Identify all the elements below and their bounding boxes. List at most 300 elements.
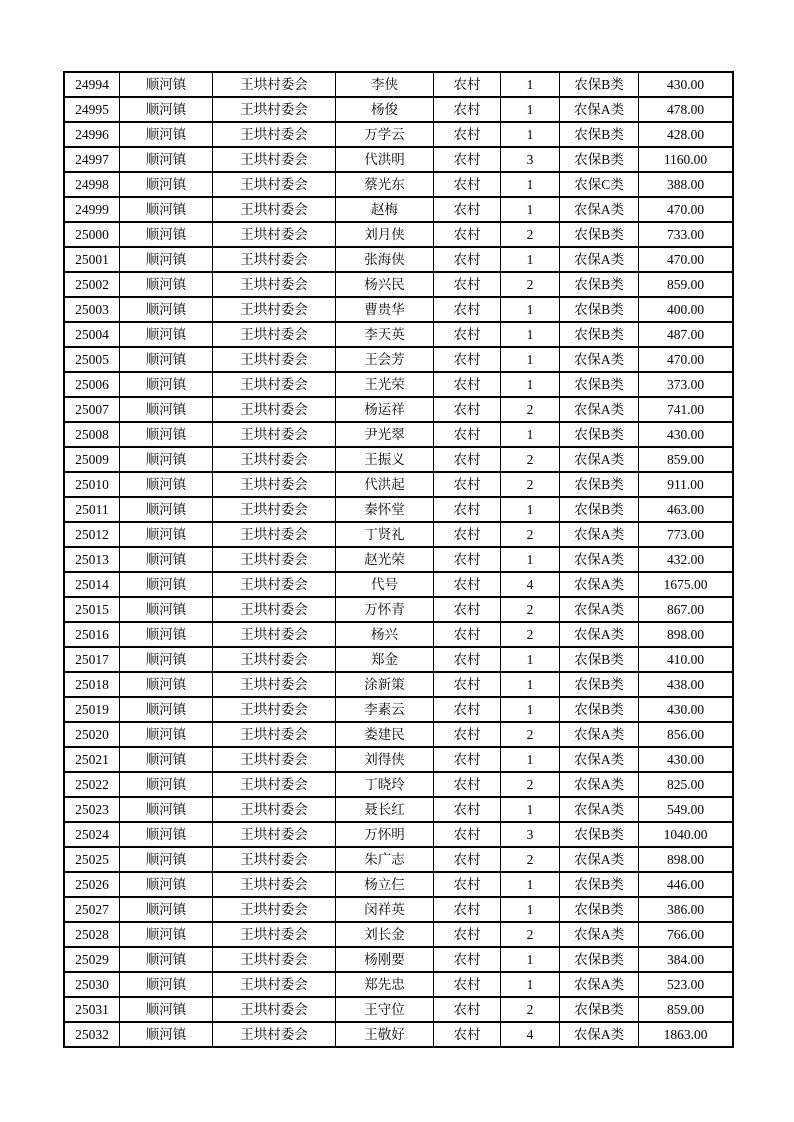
cell-amount: 388.00 [639,172,734,197]
cell-town: 顺河镇 [120,472,213,497]
cell-person-count: 1 [501,897,560,922]
table-row [64,322,733,347]
table-row [64,672,733,697]
cell-town: 顺河镇 [120,1022,213,1047]
cell-insurance-class: 农保B类 [560,672,639,697]
cell-insurance-class: 农保B类 [560,497,639,522]
cell-residence-type: 农村 [434,472,501,497]
table-row [64,597,733,622]
cell-residence-type: 农村 [434,647,501,672]
cell-person-name: 杨立仨 [336,872,434,897]
cell-village-committee: 王垬村委会 [213,822,336,847]
cell-person-name: 杨兴民 [336,272,434,297]
cell-residence-type: 农村 [434,322,501,347]
table-row [64,422,733,447]
cell-person-name: 杨刚要 [336,947,434,972]
table-row [64,822,733,847]
cell-town: 顺河镇 [120,772,213,797]
cell-person-count: 1 [501,72,560,97]
cell-person-name: 丁晓玲 [336,772,434,797]
cell-village-committee: 王垬村委会 [213,622,336,647]
cell-insurance-class: 农保A类 [560,197,639,222]
cell-serial-number: 25013 [64,547,120,572]
cell-amount: 430.00 [639,747,734,772]
cell-person-count: 2 [501,397,560,422]
cell-amount: 856.00 [639,722,734,747]
cell-serial-number: 25009 [64,447,120,472]
cell-person-name: 郑先忠 [336,972,434,997]
cell-person-name: 蔡光东 [336,172,434,197]
cell-amount: 463.00 [639,497,734,522]
cell-residence-type: 农村 [434,947,501,972]
cell-insurance-class: 农保C类 [560,172,639,197]
cell-person-count: 2 [501,722,560,747]
cell-serial-number: 25029 [64,947,120,972]
cell-town: 顺河镇 [120,122,213,147]
cell-amount: 384.00 [639,947,734,972]
cell-insurance-class: 农保B类 [560,472,639,497]
cell-town: 顺河镇 [120,147,213,172]
cell-town: 顺河镇 [120,997,213,1022]
cell-village-committee: 王垬村委会 [213,572,336,597]
cell-town: 顺河镇 [120,447,213,472]
cell-town: 顺河镇 [120,972,213,997]
cell-person-count: 2 [501,522,560,547]
cell-village-committee: 王垬村委会 [213,972,336,997]
cell-amount: 733.00 [639,222,734,247]
cell-town: 顺河镇 [120,97,213,122]
cell-amount: 470.00 [639,197,734,222]
cell-person-name: 代洪明 [336,147,434,172]
cell-person-count: 3 [501,147,560,172]
cell-amount: 549.00 [639,797,734,822]
table-row [64,197,733,222]
cell-insurance-class: 农保B类 [560,647,639,672]
cell-person-name: 王振义 [336,447,434,472]
cell-village-committee: 王垬村委会 [213,597,336,622]
cell-amount: 470.00 [639,247,734,272]
cell-person-count: 2 [501,472,560,497]
table-row [64,272,733,297]
benefits-table [63,71,734,1048]
table-row [64,972,733,997]
cell-person-name: 赵梅 [336,197,434,222]
cell-town: 顺河镇 [120,647,213,672]
cell-person-name: 代洪起 [336,472,434,497]
cell-person-name: 曹贵华 [336,297,434,322]
cell-person-name: 王敬好 [336,1022,434,1047]
cell-person-count: 2 [501,622,560,647]
cell-residence-type: 农村 [434,347,501,372]
cell-amount: 487.00 [639,322,734,347]
cell-person-name: 代号 [336,572,434,597]
table-row [64,472,733,497]
cell-town: 顺河镇 [120,372,213,397]
cell-insurance-class: 农保B类 [560,122,639,147]
cell-serial-number: 25030 [64,972,120,997]
cell-person-count: 2 [501,597,560,622]
cell-residence-type: 农村 [434,797,501,822]
cell-village-committee: 王垬村委会 [213,372,336,397]
cell-serial-number: 25025 [64,847,120,872]
cell-serial-number: 25004 [64,322,120,347]
cell-person-name: 涂新策 [336,672,434,697]
cell-insurance-class: 农保B类 [560,822,639,847]
cell-serial-number: 25022 [64,772,120,797]
cell-serial-number: 25003 [64,297,120,322]
cell-person-name: 王会芳 [336,347,434,372]
cell-residence-type: 农村 [434,147,501,172]
cell-serial-number: 25018 [64,672,120,697]
cell-village-committee: 王垬村委会 [213,647,336,672]
cell-village-committee: 王垬村委会 [213,222,336,247]
cell-residence-type: 农村 [434,972,501,997]
cell-town: 顺河镇 [120,697,213,722]
cell-person-name: 万怀青 [336,597,434,622]
cell-serial-number: 25014 [64,572,120,597]
cell-amount: 410.00 [639,647,734,672]
cell-person-name: 刘月侠 [336,222,434,247]
cell-insurance-class: 农保B类 [560,147,639,172]
cell-insurance-class: 农保A类 [560,97,639,122]
cell-person-count: 2 [501,772,560,797]
table-row [64,222,733,247]
cell-village-committee: 王垬村委会 [213,772,336,797]
cell-insurance-class: 农保A类 [560,347,639,372]
cell-person-count: 1 [501,372,560,397]
cell-amount: 859.00 [639,272,734,297]
cell-town: 顺河镇 [120,322,213,347]
cell-village-committee: 王垬村委会 [213,247,336,272]
cell-person-count: 1 [501,547,560,572]
cell-village-committee: 王垬村委会 [213,322,336,347]
cell-village-committee: 王垬村委会 [213,272,336,297]
cell-residence-type: 农村 [434,297,501,322]
cell-serial-number: 25027 [64,897,120,922]
cell-person-count: 2 [501,847,560,872]
cell-person-count: 1 [501,347,560,372]
cell-village-committee: 王垬村委会 [213,922,336,947]
cell-person-count: 1 [501,872,560,897]
cell-town: 顺河镇 [120,797,213,822]
table-row [64,97,733,122]
cell-serial-number: 25019 [64,697,120,722]
cell-insurance-class: 农保A类 [560,397,639,422]
cell-town: 顺河镇 [120,622,213,647]
cell-person-count: 1 [501,647,560,672]
cell-person-name: 杨运祥 [336,397,434,422]
cell-residence-type: 农村 [434,497,501,522]
cell-person-count: 4 [501,1022,560,1047]
cell-person-name: 丁贤礼 [336,522,434,547]
cell-insurance-class: 农保B类 [560,272,639,297]
cell-serial-number: 25002 [64,272,120,297]
table-row [64,297,733,322]
cell-person-name: 杨兴 [336,622,434,647]
cell-residence-type: 农村 [434,1022,501,1047]
table-row [64,122,733,147]
cell-person-name: 聂长红 [336,797,434,822]
cell-amount: 478.00 [639,97,734,122]
cell-residence-type: 农村 [434,922,501,947]
cell-serial-number: 25011 [64,497,120,522]
cell-residence-type: 农村 [434,197,501,222]
cell-town: 顺河镇 [120,672,213,697]
table-row [64,1022,733,1047]
cell-village-committee: 王垬村委会 [213,397,336,422]
cell-town: 顺河镇 [120,297,213,322]
cell-insurance-class: 农保A类 [560,772,639,797]
cell-amount: 1675.00 [639,572,734,597]
cell-serial-number: 24994 [64,72,120,97]
cell-person-name: 刘长金 [336,922,434,947]
cell-serial-number: 25001 [64,247,120,272]
cell-amount: 523.00 [639,972,734,997]
cell-residence-type: 农村 [434,522,501,547]
cell-village-committee: 王垬村委会 [213,72,336,97]
table-row [64,547,733,572]
table-row [64,722,733,747]
cell-town: 顺河镇 [120,722,213,747]
cell-insurance-class: 农保A类 [560,597,639,622]
cell-serial-number: 25017 [64,647,120,672]
cell-residence-type: 农村 [434,697,501,722]
cell-person-name: 秦怀堂 [336,497,434,522]
cell-village-committee: 王垬村委会 [213,297,336,322]
cell-insurance-class: 农保A类 [560,922,639,947]
cell-person-count: 1 [501,297,560,322]
cell-insurance-class: 农保A类 [560,622,639,647]
cell-person-name: 李天英 [336,322,434,347]
cell-village-committee: 王垬村委会 [213,672,336,697]
cell-village-committee: 王垬村委会 [213,722,336,747]
cell-insurance-class: 农保A类 [560,797,639,822]
cell-residence-type: 农村 [434,572,501,597]
cell-serial-number: 25028 [64,922,120,947]
table-row [64,897,733,922]
cell-person-count: 1 [501,247,560,272]
cell-residence-type: 农村 [434,747,501,772]
cell-insurance-class: 农保B类 [560,947,639,972]
cell-amount: 867.00 [639,597,734,622]
cell-village-committee: 王垬村委会 [213,122,336,147]
cell-person-count: 2 [501,222,560,247]
cell-person-count: 3 [501,822,560,847]
cell-amount: 859.00 [639,447,734,472]
cell-town: 顺河镇 [120,247,213,272]
cell-residence-type: 农村 [434,397,501,422]
cell-amount: 432.00 [639,547,734,572]
cell-serial-number: 25020 [64,722,120,747]
cell-serial-number: 24999 [64,197,120,222]
cell-serial-number: 25023 [64,797,120,822]
cell-insurance-class: 农保A类 [560,847,639,872]
cell-village-committee: 王垬村委会 [213,847,336,872]
cell-village-committee: 王垬村委会 [213,97,336,122]
cell-insurance-class: 农保B类 [560,222,639,247]
cell-person-count: 1 [501,797,560,822]
cell-town: 顺河镇 [120,847,213,872]
cell-person-name: 尹光翠 [336,422,434,447]
cell-serial-number: 25012 [64,522,120,547]
cell-person-count: 2 [501,997,560,1022]
table-row [64,372,733,397]
cell-serial-number: 25008 [64,422,120,447]
cell-serial-number: 25021 [64,747,120,772]
table-row [64,622,733,647]
cell-amount: 470.00 [639,347,734,372]
cell-person-count: 1 [501,172,560,197]
cell-amount: 386.00 [639,897,734,922]
cell-residence-type: 农村 [434,897,501,922]
cell-town: 顺河镇 [120,347,213,372]
cell-town: 顺河镇 [120,547,213,572]
cell-amount: 428.00 [639,122,734,147]
cell-person-name: 赵光荣 [336,547,434,572]
table-row [64,447,733,472]
cell-serial-number: 25005 [64,347,120,372]
cell-village-committee: 王垬村委会 [213,447,336,472]
cell-amount: 773.00 [639,522,734,547]
cell-person-count: 1 [501,747,560,772]
cell-village-committee: 王垬村委会 [213,497,336,522]
cell-amount: 430.00 [639,422,734,447]
cell-village-committee: 王垬村委会 [213,747,336,772]
cell-insurance-class: 农保A类 [560,247,639,272]
cell-town: 顺河镇 [120,72,213,97]
cell-village-committee: 王垬村委会 [213,897,336,922]
cell-village-committee: 王垬村委会 [213,197,336,222]
cell-amount: 446.00 [639,872,734,897]
cell-village-committee: 王垬村委会 [213,172,336,197]
cell-person-count: 2 [501,922,560,947]
cell-serial-number: 24997 [64,147,120,172]
cell-residence-type: 农村 [434,772,501,797]
table-row [64,872,733,897]
cell-village-committee: 王垬村委会 [213,872,336,897]
cell-residence-type: 农村 [434,447,501,472]
cell-insurance-class: 农保B类 [560,422,639,447]
cell-village-committee: 王垬村委会 [213,797,336,822]
table-row [64,347,733,372]
cell-serial-number: 25026 [64,872,120,897]
cell-person-count: 2 [501,447,560,472]
cell-residence-type: 农村 [434,222,501,247]
cell-village-committee: 王垬村委会 [213,947,336,972]
cell-town: 顺河镇 [120,172,213,197]
cell-village-committee: 王垬村委会 [213,347,336,372]
cell-person-name: 王光荣 [336,372,434,397]
cell-town: 顺河镇 [120,872,213,897]
cell-town: 顺河镇 [120,947,213,972]
cell-amount: 911.00 [639,472,734,497]
cell-residence-type: 农村 [434,822,501,847]
cell-insurance-class: 农保A类 [560,747,639,772]
cell-person-count: 1 [501,497,560,522]
cell-person-count: 2 [501,272,560,297]
cell-residence-type: 农村 [434,672,501,697]
cell-town: 顺河镇 [120,922,213,947]
cell-serial-number: 25000 [64,222,120,247]
cell-residence-type: 农村 [434,272,501,297]
cell-town: 顺河镇 [120,597,213,622]
cell-town: 顺河镇 [120,397,213,422]
table-row [64,497,733,522]
cell-residence-type: 农村 [434,847,501,872]
cell-person-count: 1 [501,322,560,347]
cell-insurance-class: 农保B类 [560,72,639,97]
cell-residence-type: 农村 [434,622,501,647]
table-row [64,847,733,872]
cell-insurance-class: 农保B类 [560,322,639,347]
table-row [64,772,733,797]
table-row [64,647,733,672]
cell-insurance-class: 农保A类 [560,1022,639,1047]
cell-person-name: 李素云 [336,697,434,722]
cell-village-committee: 王垬村委会 [213,147,336,172]
cell-person-name: 朱广志 [336,847,434,872]
cell-serial-number: 25015 [64,597,120,622]
table-row [64,697,733,722]
table-row [64,397,733,422]
cell-residence-type: 农村 [434,722,501,747]
cell-insurance-class: 农保B类 [560,997,639,1022]
table-body [64,72,733,1047]
cell-person-name: 郑金 [336,647,434,672]
cell-insurance-class: 农保A类 [560,447,639,472]
cell-town: 顺河镇 [120,422,213,447]
cell-amount: 373.00 [639,372,734,397]
cell-insurance-class: 农保B类 [560,297,639,322]
cell-person-count: 1 [501,947,560,972]
cell-residence-type: 农村 [434,72,501,97]
cell-amount: 825.00 [639,772,734,797]
cell-person-name: 李侠 [336,72,434,97]
cell-amount: 898.00 [639,847,734,872]
cell-residence-type: 农村 [434,97,501,122]
cell-person-count: 1 [501,122,560,147]
cell-insurance-class: 农保A类 [560,547,639,572]
cell-person-count: 1 [501,197,560,222]
cell-person-count: 1 [501,972,560,997]
cell-person-name: 娄建民 [336,722,434,747]
cell-village-committee: 王垬村委会 [213,997,336,1022]
cell-village-committee: 王垬村委会 [213,472,336,497]
cell-person-name: 杨俊 [336,97,434,122]
cell-town: 顺河镇 [120,272,213,297]
cell-insurance-class: 农保A类 [560,522,639,547]
cell-serial-number: 25016 [64,622,120,647]
cell-person-name: 万怀明 [336,822,434,847]
table-row [64,997,733,1022]
cell-person-count: 1 [501,697,560,722]
cell-person-count: 4 [501,572,560,597]
cell-insurance-class: 农保B类 [560,872,639,897]
cell-village-committee: 王垬村委会 [213,1022,336,1047]
cell-serial-number: 25032 [64,1022,120,1047]
cell-amount: 898.00 [639,622,734,647]
cell-serial-number: 24998 [64,172,120,197]
cell-village-committee: 王垬村委会 [213,697,336,722]
table-row [64,147,733,172]
cell-serial-number: 25007 [64,397,120,422]
cell-amount: 1863.00 [639,1022,734,1047]
cell-residence-type: 农村 [434,122,501,147]
cell-amount: 430.00 [639,697,734,722]
cell-residence-type: 农村 [434,547,501,572]
cell-amount: 438.00 [639,672,734,697]
cell-residence-type: 农村 [434,172,501,197]
